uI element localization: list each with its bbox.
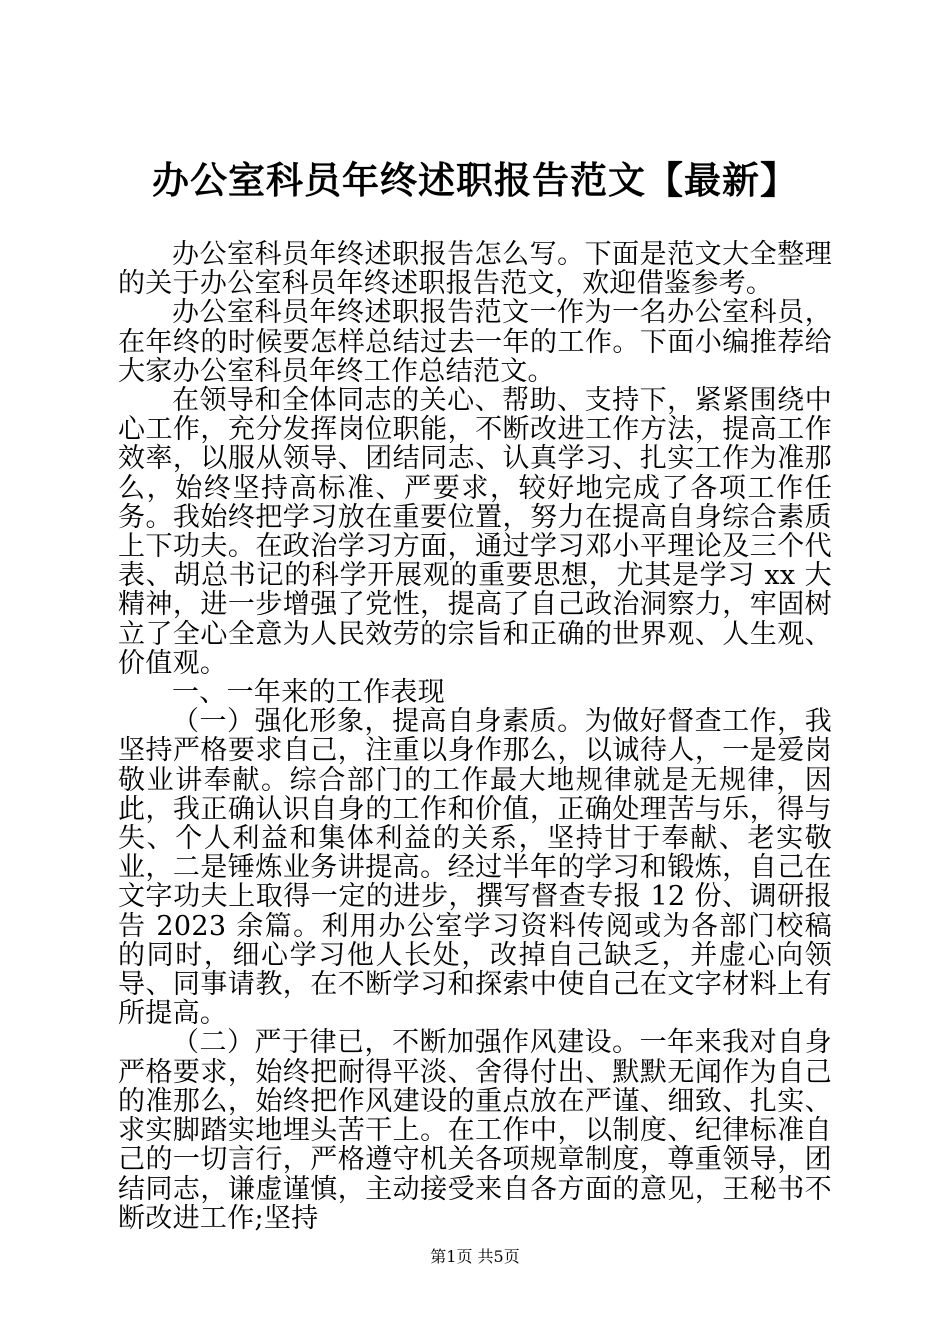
body-paragraph: 在领导和全体同志的关心、帮助、支持下，紧紧围绕中心工作，充分发挥岗位职能，不断改进工作方法，提高工作效率，以服从领导、团结同志、认真学习、扎实工作为准那么，始终坚持高标准、严要求，较好地完成了各项工作任务。我始终把学习放在重要位置，努力在提高自身综合素质上下功夫。在政治学习方面，通过学习邓小平理论及三个代表、胡总书记的科学开展观的重要思想，尤其是学习 xx 大精神，进一步增强了党性，提高了自己政治洞察力，牢固树立了全心全意为人民效劳的宗旨和正确的世界观、人生观、价值观。 bbox=[118, 385, 832, 679]
section-heading: 一、一年来的工作表现 bbox=[172, 677, 445, 709]
body-paragraph: （一）强化形象，提高自身素质。为做好督查工作，我坚持严格要求自己，注重以身作那么，以诚待人，一是爱岗敬业讲奉献。综合部门的工作最大地规律就是无规律，因此，我正确认识自身的工作和价值，正确处理苦与乐，得与失、个人利益和集体利益的关系，坚持甘于奉献、老实敬业，二是锤炼业务讲提高。经过半年的学习和锻炼，自己在文字功夫上取得一定的进步，撰写督查专报 12 份、调研报告 2023 余篇。利用办公室学习资料传阅或为各部门校稿的同时，细心学习他人长处，改掉自己缺乏，并虚心向领导、同事请教，在不断学习和探索中使自己在文字材料上有所提高。 bbox=[118, 706, 832, 1030]
document-body bbox=[118, 240, 832, 1233]
document-title: 办公室科员年终述职报告范文【最新】 bbox=[152, 158, 798, 202]
summary-paragraph: 办公室科员年终述职报告范文一作为一名办公室科员，在年终的时候要怎样总结过去一年的工作。下面小编推荐给大家办公室科员年终工作总结范文。 bbox=[118, 297, 832, 387]
page-footer: 第1页 共5页 bbox=[430, 1247, 520, 1266]
intro-paragraph: 办公室科员年终述职报告怎么写。下面是范文大全整理的关于办公室科员年终述职报告范文，欢迎借鉴参考。 bbox=[118, 239, 832, 300]
body-paragraph: （二）严于律已，不断加强作风建设。一年来我对自身严格要求，始终把耐得平淡、舍得付出、默默无闻作为自己的准那么，始终把作风建设的重点放在严谨、细致、扎实、求实脚踏实地埋头苦干上。在工作中，以制度、纪律标准自己的一切言行，严格遵守机关各项规章制度，尊重领导，团结同志，谦虚谨慎，主动接受来自各方面的意见，王秘书不断改进工作;坚持 bbox=[118, 1027, 832, 1234]
